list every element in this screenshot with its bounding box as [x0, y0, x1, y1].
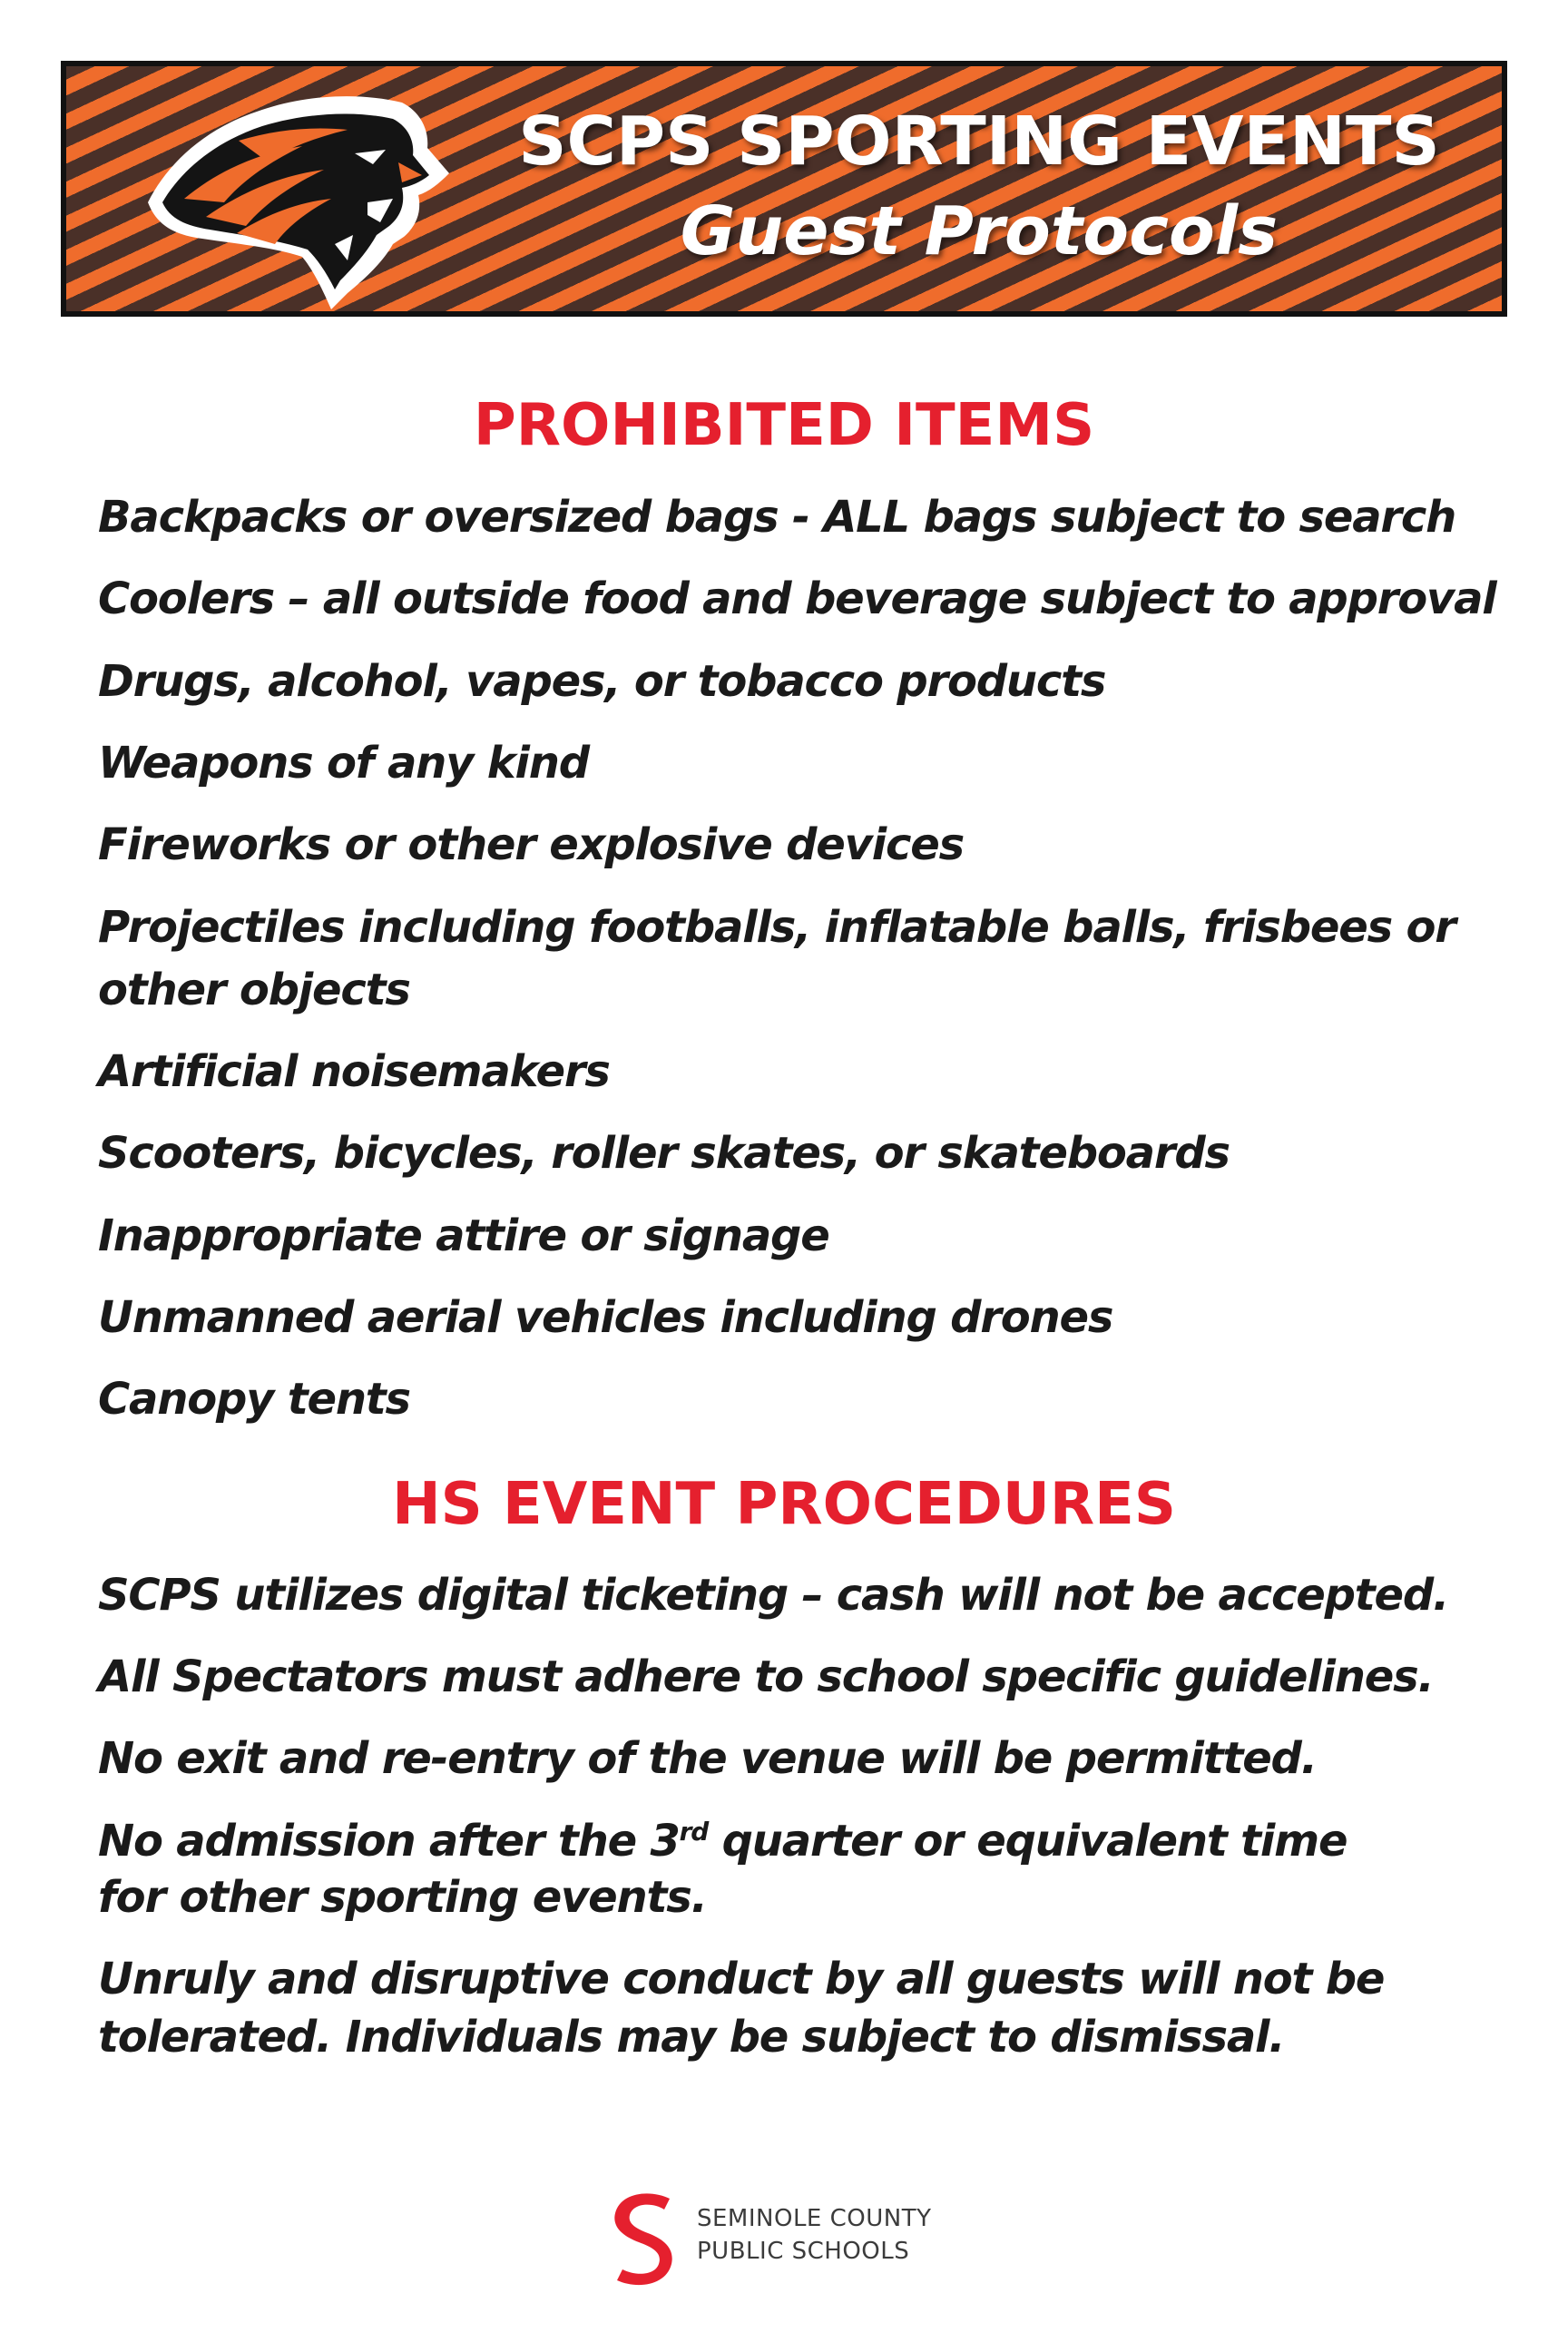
hs-event-procedures-heading: HS EVENT PROCEDURES	[392, 1471, 1176, 1538]
district-name	[697, 2202, 932, 2268]
prohibited-item: Inappropriate attire or signage	[98, 1210, 829, 1261]
header-banner	[61, 61, 1507, 317]
procedure-item-admission	[98, 1811, 1532, 1871]
procedure-item-conduct-continued: tolerated. Individuals may be subject to dismissal.	[98, 2012, 1285, 2063]
prohibited-item: Artificial noisemakers	[98, 1046, 610, 1097]
prohibited-item: Backpacks or oversized bags - ALL bags subject to search	[98, 492, 1456, 543]
district-name-line1: SEMINOLE COUNTY	[697, 2205, 932, 2232]
ordinal-suffix: rd	[679, 1817, 709, 1847]
prohibited-item: Scooters, bicycles, roller skates, or skateboards	[98, 1128, 1230, 1179]
banner-title: SCPS SPORTING EVENTS	[518, 103, 1440, 181]
procedure-item: No exit and re-entry of the venue will be permitted.	[98, 1733, 1317, 1784]
procedure-item-admission-continued: for other sporting events.	[98, 1872, 707, 1923]
admission-text-before: No admission after the 3	[98, 1816, 680, 1867]
prohibited-item: Fireworks or other explosive devices	[98, 819, 964, 870]
prohibited-item-continued: other objects	[98, 965, 410, 1015]
admission-text-after: quarter or equivalent time	[708, 1816, 1348, 1867]
prohibited-item: Canopy tents	[98, 1374, 410, 1425]
prohibited-item: Coolers – all outside food and beverage subject to approval	[98, 573, 1496, 624]
district-name-line2: PUBLIC SCHOOLS	[697, 2238, 910, 2265]
procedure-item: All Spectators must adhere to school specific guidelines.	[98, 1651, 1434, 1702]
prohibited-item: Projectiles including footballs, inflatable balls, frisbees or	[98, 902, 1455, 953]
prohibited-item: Weapons of any kind	[98, 738, 589, 789]
procedure-item: SCPS utilizes digital ticketing – cash will not be accepted.	[98, 1570, 1449, 1621]
banner-subtitle: Guest Protocols	[680, 192, 1279, 270]
prohibited-item: Unmanned aerial vehicles including drones	[98, 1292, 1113, 1343]
scps-s-logo-icon	[606, 2191, 684, 2286]
lion-head-icon	[130, 66, 456, 317]
prohibited-items-heading: PROHIBITED ITEMS	[473, 392, 1095, 459]
footer-logo	[606, 2191, 969, 2291]
procedure-item-conduct: Unruly and disruptive conduct by all guests will not be	[98, 1954, 1385, 2004]
prohibited-item: Drugs, alcohol, vapes, or tobacco products	[98, 656, 1106, 707]
